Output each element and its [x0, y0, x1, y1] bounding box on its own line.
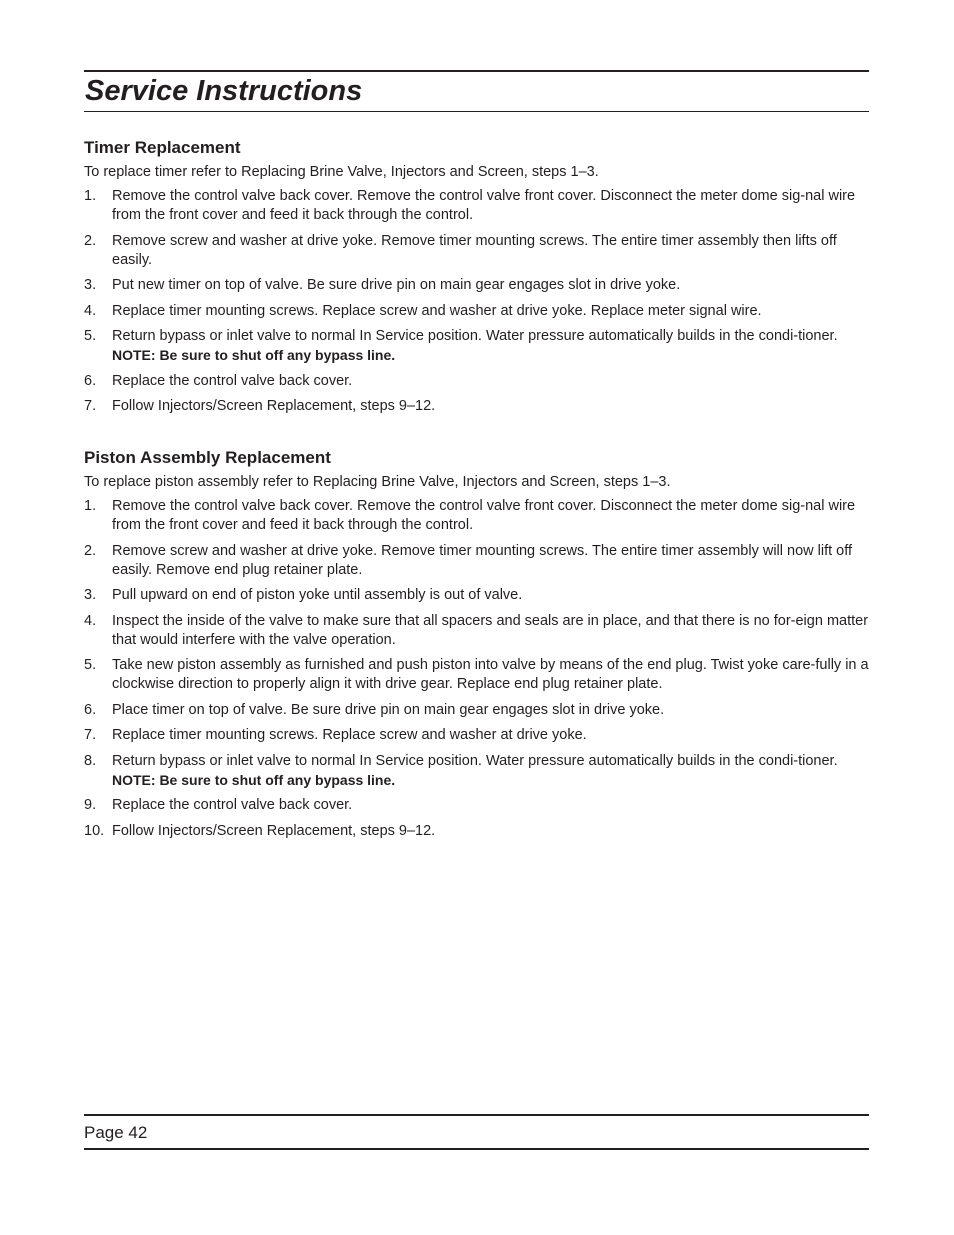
- step-number: 6.: [84, 372, 97, 389]
- step-text: Pull upward on end of piston yoke until assembly is out of valve.: [112, 587, 523, 603]
- list-item: [84, 397, 872, 416]
- step-number: 2.: [84, 232, 97, 249]
- section-piston-assembly-replacement: [84, 447, 872, 847]
- step-text: Put new timer on top of valve. Be sure drive pin on main gear engages slot in drive yoke.: [112, 277, 681, 293]
- list-item: [84, 542, 872, 580]
- list-item: [84, 586, 872, 605]
- step-note: NOTE: Be sure to shut off any bypass line.: [112, 347, 396, 363]
- step-text: Follow Injectors/Screen Replacement, steps 9–12.: [112, 822, 436, 839]
- step-text: Replace timer mounting screws. Replace screw and washer at drive yoke. Replace meter signal wire.: [112, 302, 762, 319]
- list-item: [84, 372, 872, 391]
- header-bottom-rule: [84, 111, 869, 112]
- step-text: Replace the control valve back cover.: [112, 797, 353, 813]
- step-list: [84, 187, 872, 416]
- page-title: Service Instructions: [85, 75, 363, 107]
- list-item: [84, 656, 872, 694]
- list-item: [84, 302, 872, 321]
- step-list: [84, 497, 872, 841]
- step-number: 10.: [84, 822, 105, 839]
- step-number: 3.: [84, 277, 97, 293]
- step-number: 3.: [84, 587, 97, 603]
- step-number: 9.: [84, 797, 97, 813]
- step-number: 7.: [84, 398, 97, 414]
- section-timer-replacement: [84, 137, 872, 423]
- list-item: [84, 726, 872, 745]
- list-item: [84, 187, 872, 225]
- section-heading: Timer Replacement: [84, 138, 241, 157]
- step-text: Place timer on top of valve. Be sure drive pin on main gear engages slot in drive yoke.: [112, 701, 665, 718]
- list-item: [84, 701, 872, 720]
- step-text: Remove the control valve back cover. Remove the control valve front cover. Disconnect the meter dome sig-nal wire from the front cover and feed it back through the control.: [112, 498, 856, 533]
- list-item: [84, 822, 872, 841]
- footer-top-rule: [84, 1114, 869, 1116]
- step-number: 5.: [84, 328, 97, 344]
- list-item: [84, 276, 872, 295]
- list-item: [84, 497, 872, 535]
- list-item: [84, 327, 872, 365]
- step-text: Replace the control valve back cover.: [112, 372, 353, 389]
- footer-bottom-rule: [84, 1148, 869, 1150]
- section-intro: To replace timer refer to Replacing Brine Valve, Injectors and Screen, steps 1–3.: [84, 164, 599, 180]
- page-number: Page 42: [84, 1123, 148, 1142]
- step-number: 7.: [84, 727, 97, 743]
- section-heading: Piston Assembly Replacement: [84, 448, 331, 467]
- step-number: 8.: [84, 752, 97, 769]
- step-number: 2.: [84, 542, 97, 559]
- list-item: [84, 796, 872, 815]
- step-text: Take new piston assembly as furnished and push piston into valve by means of the end plug. Twist yoke care-fully in a clockwise direction to properly align it with drive gear. Replace end plug retainer plate.: [112, 657, 869, 692]
- step-text: Remove screw and washer at drive yoke. Remove timer mounting screws. The entire timer assembly will now lift off easily. Remove end plug retainer plate.: [112, 542, 853, 578]
- step-text: Remove the control valve back cover. Remove the control valve front cover. Disconnect the meter dome sig-nal wire from the front cover and feed it back through the control.: [112, 188, 856, 223]
- step-number: 1.: [84, 498, 97, 514]
- list-item: [84, 232, 872, 270]
- step-note: NOTE: Be sure to shut off any bypass line.: [112, 771, 396, 788]
- step-text: Return bypass or inlet valve to normal In Service position. Water pressure automatically builds in the condi-tioner.: [112, 328, 838, 344]
- step-text: Inspect the inside of the valve to make sure that all spacers and seals are in place, and that there is no for-eign matter that would interfere with the valve operation.: [112, 612, 869, 648]
- step-number: 6.: [84, 701, 97, 718]
- step-number: 1.: [84, 188, 97, 204]
- step-text: Return bypass or inlet valve to normal In Service position. Water pressure automatically builds in the condi-tioner.: [112, 752, 838, 769]
- step-text: Replace timer mounting screws. Replace screw and washer at drive yoke.: [112, 727, 587, 743]
- step-text: Remove screw and washer at drive yoke. Remove timer mounting screws. The entire timer assembly then lifts off easily.: [112, 232, 837, 268]
- section-intro: To replace piston assembly refer to Replacing Brine Valve, Injectors and Screen, steps 1–3.: [84, 474, 671, 490]
- list-item: [84, 752, 872, 790]
- step-number: 5.: [84, 657, 97, 673]
- step-number: 4.: [84, 612, 97, 629]
- step-number: 4.: [84, 302, 97, 319]
- step-text: Follow Injectors/Screen Replacement, steps 9–12.: [112, 398, 436, 414]
- list-item: [84, 612, 872, 650]
